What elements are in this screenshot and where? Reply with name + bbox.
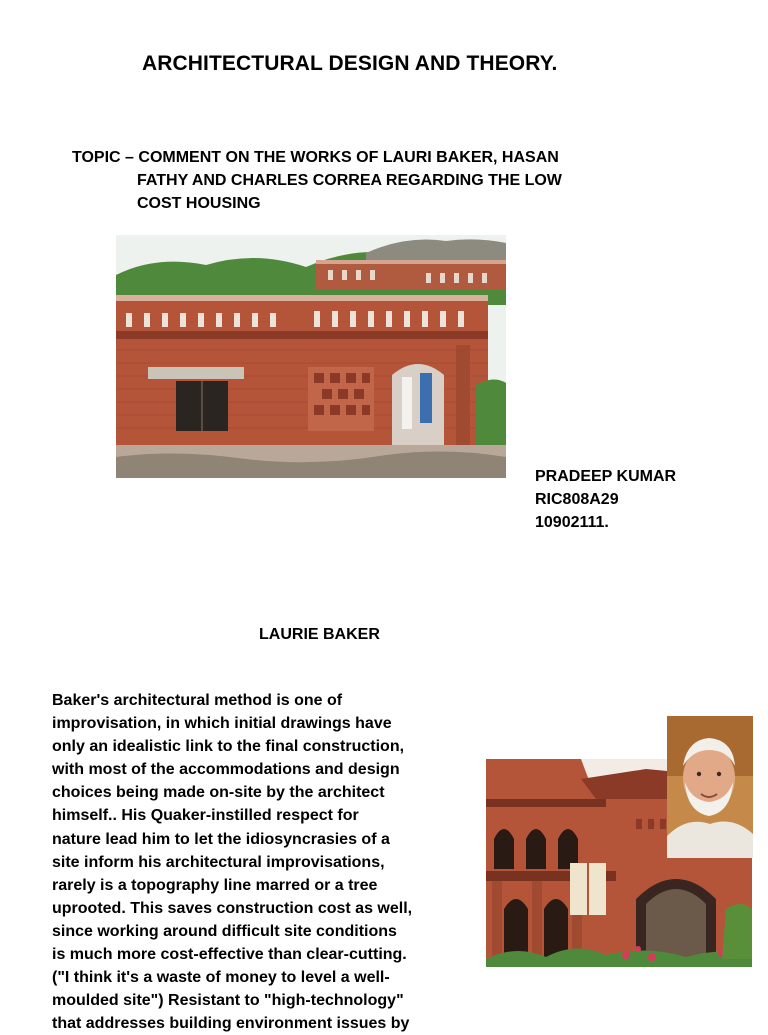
topic-line-3: COST HOUSING: [137, 195, 261, 212]
body-line: choices being made on-site by the architect: [52, 784, 385, 802]
body-line: site inform his architectural improvisations,: [52, 853, 385, 871]
body-line: with most of the accommodations and design: [52, 761, 400, 779]
section-heading: LAURIE BAKER: [259, 626, 380, 643]
author-name: PRADEEP KUMAR: [535, 468, 677, 485]
body-line: is much more cost-effective than clear-cutting.: [52, 946, 407, 964]
body-line: improvisation, in which initial drawings have: [52, 715, 392, 733]
body-line: since working around difficult site conditions: [52, 922, 397, 940]
document-title: ARCHITECTURAL DESIGN AND THEORY.: [142, 52, 558, 75]
body-line: that addresses building environment issues by: [52, 1015, 410, 1033]
topic-block: [72, 146, 592, 215]
author-reg-number: RIC808A29: [535, 491, 619, 508]
body-line: rarely is a topography line marred or a tree: [52, 876, 378, 894]
body-line: himself.. His Quaker-instilled respect for: [52, 807, 359, 825]
body-line: uprooted. This saves construction cost as well,: [52, 899, 413, 917]
body-paragraph: [52, 689, 442, 1035]
body-line: moulded site") Resistant to "high-technology": [52, 992, 404, 1010]
author-roll-number: 10902111.: [535, 514, 609, 531]
body-line: ("I think it's a waste of money to level a well-: [52, 969, 390, 987]
body-line: nature lead him to let the idiosyncrasies of a: [52, 830, 390, 848]
topic-line-1: TOPIC – COMMENT ON THE WORKS OF LAURI BAKER, HASAN: [72, 149, 559, 166]
author-info: [535, 465, 676, 534]
laurie-baker-portrait-photo: [667, 716, 753, 858]
body-line: Baker's architectural method is one of: [52, 692, 343, 709]
body-line: only an idealistic link to the final construction,: [52, 738, 405, 756]
brick-house-photo: [116, 235, 506, 478]
topic-line-2: FATHY AND CHARLES CORREA REGARDING THE LOW: [137, 172, 562, 189]
